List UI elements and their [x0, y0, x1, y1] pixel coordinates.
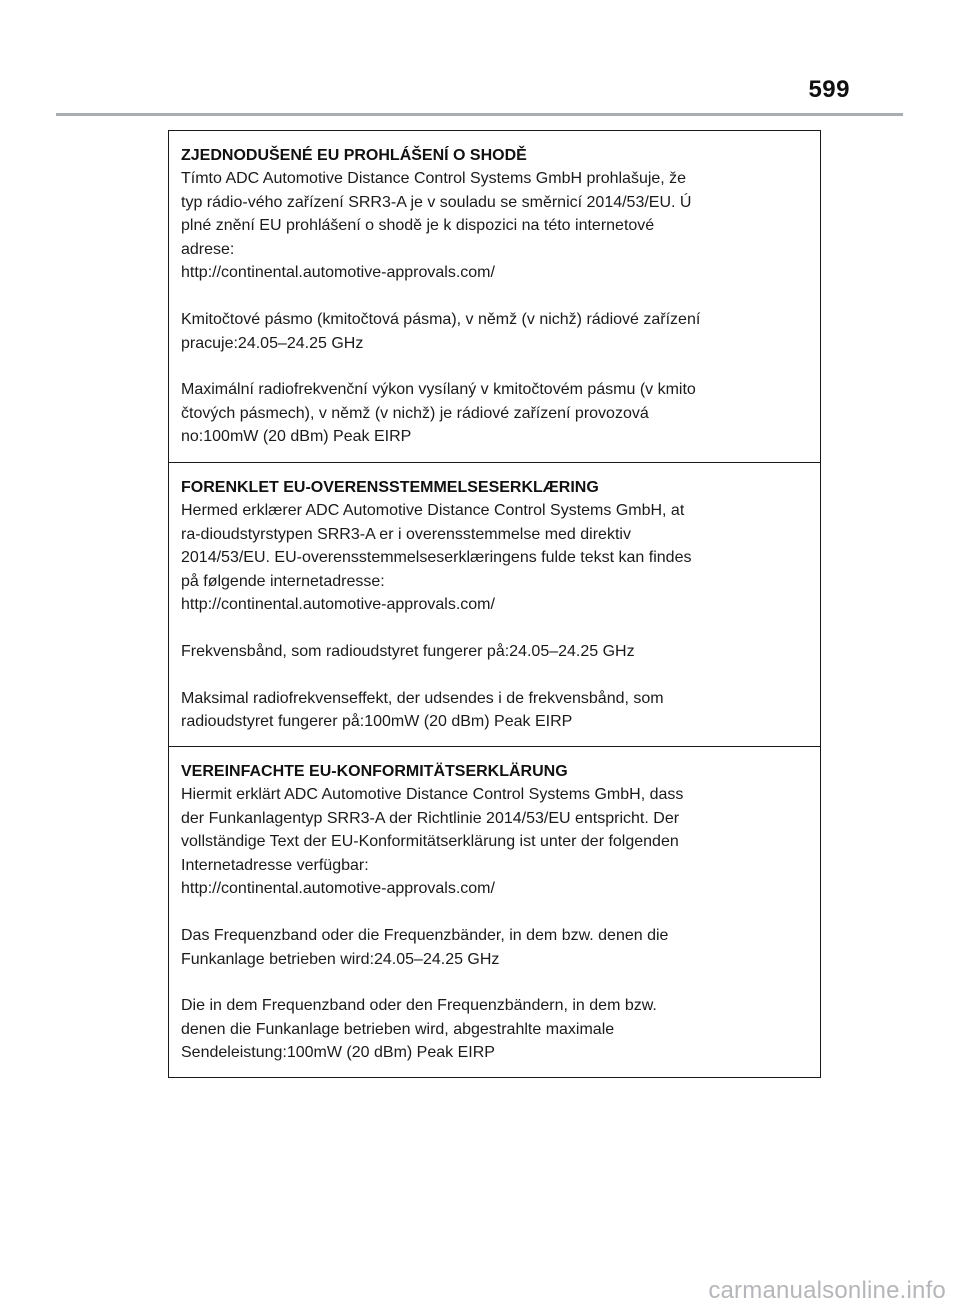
- paragraph-gap: [181, 971, 808, 994]
- section-heading: VEREINFACHTE EU-KONFORMITÄTSERKLÄRUNG: [181, 763, 568, 780]
- section-paragraph: Frekvensbånd, som radioudstyret fungerer på:24.05–24.25 GHz: [181, 642, 635, 660]
- declaration-table: [168, 130, 821, 1078]
- section-heading: FORENKLET EU-OVERENSSTEMMELSESERKLÆRING: [181, 479, 599, 496]
- section-paragraph: Kmitočtové pásmo (kmitočtová pásma), v němž (v nichž) rádiové zařízení pracuje:24.05–24.25 GHz: [181, 310, 701, 352]
- paragraph-gap: [181, 901, 808, 924]
- section-danish: [169, 462, 820, 746]
- section-paragraph: Tímto ADC Automotive Distance Control Systems GmbH prohlašuje, že typ rádio-vého zařízení SRR3-A je v souladu se směrnicí 2014/53/EU. Ú plné znění EU prohlášení o shodě je k dispozici na této internetové adrese: http://continental.automotive-approvals.com/: [181, 170, 692, 282]
- section-paragraph: Maximální radiofrekvenční výkon vysílaný v kmitočtovém pásmu (v kmito čtových pásmech), v němž (v nichž) je rádiové zařízení provozová no:100mW (20 dBm) Peak EIRP: [181, 381, 696, 446]
- section-paragraph: Das Frequenzband oder die Frequenzbänder, in dem bzw. denen die Funkanlage betrieben wird:24.05–24.25 GHz: [181, 926, 669, 968]
- section-paragraph: Die in dem Frequenzband oder den Frequenzbändern, in dem bzw. denen die Funkanlage betrieben wird, abgestrahlte maximale Sendeleistung:100mW (20 dBm) Peak EIRP: [181, 997, 657, 1062]
- paragraph-gap: [181, 617, 808, 640]
- section-paragraph: Hiermit erklärt ADC Automotive Distance Control Systems GmbH, dass der Funkanlagentyp SRR3-A der Richtlinie 2014/53/EU entspricht. Der vollständige Text der EU-Konformitätserklärung ist unter der folgenden Internetadresse verfügbar: http://continental.automotive-approvals.com/: [181, 786, 684, 898]
- section-paragraph: Hermed erklærer ADC Automotive Distance Control Systems GmbH, at ra-dioudstyrstypen SRR3-A er i overensstemmelse med direktiv 2014/53/EU. EU-overensstemmelseserklæringens fulde tekst kan findes på følgende internetadresse: http://continental.automotive-approvals.com/: [181, 502, 692, 614]
- paragraph-gap: [181, 664, 808, 687]
- section-czech: [169, 131, 820, 462]
- section-heading: ZJEDNODUŠENÉ EU PROHLÁŠENÍ O SHODĚ: [181, 147, 527, 164]
- header-divider: [56, 113, 903, 116]
- section-paragraph: Maksimal radiofrekvenseffekt, der udsendes i de frekvensbånd, som radioudstyret fungerer på:100mW (20 dBm) Peak EIRP: [181, 689, 664, 731]
- paragraph-gap: [181, 285, 808, 308]
- paragraph-gap: [181, 355, 808, 378]
- page-number: 599: [808, 76, 850, 103]
- section-german: [169, 746, 820, 1077]
- watermark-text: carmanualsonline.info: [708, 1277, 946, 1304]
